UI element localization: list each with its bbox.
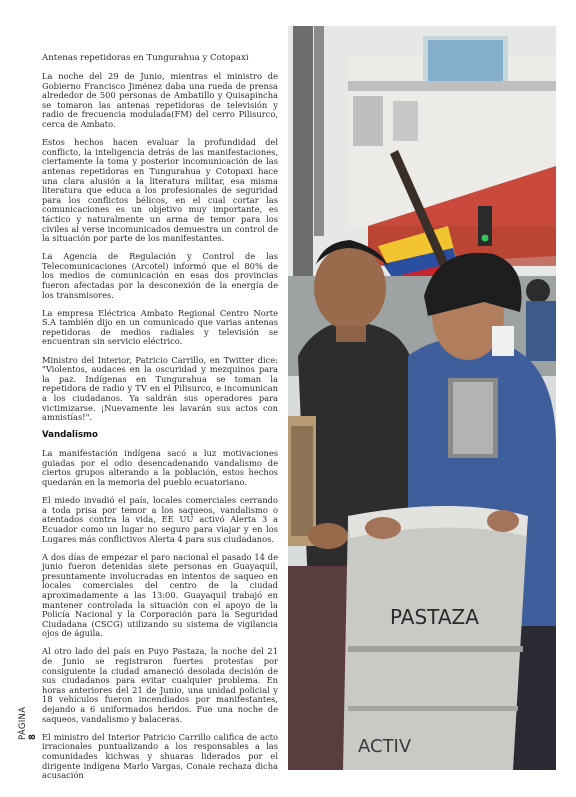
page-word: PÁGINA: [18, 706, 28, 740]
shield-text-2: ACTIV: [358, 736, 412, 757]
paragraph: El miedo invadió el país, locales comerciales cerrando a toda prisa por temor a los saqueos, vandalismo o atentados contra la vida, EE UU activó Alerta 3 a Ecuador como un lugar no seguro para viajar y en los Lugares más conflictivos Alerta 4 para sus ciudadanos.: [42, 495, 278, 544]
paragraph: Ministro del Interior, Patricio Carrillo, en Twitter dice: "Violentos, audaces en la oscuridad y mezquinos para la paz. Indígenas en Tungurahua se toman la repetidora de radio y TV en el Pilisurco, e incomunican a los ciudadanos. Ya saldrán sus operadores para victimizarse. ¡Nuevamente les lavarán sus actos con amnistías!".: [42, 354, 278, 423]
section-heading: Antenas repetidoras en Tungurahua y Cotopaxi: [42, 53, 249, 63]
page-number-label: [18, 700, 38, 740]
shield-text: PASTAZA: [390, 605, 479, 629]
paragraph: A dos días de empezar el paro nacional el pasado 14 de junio fueron detenidas siete personas en Guayaquil, presuntamente involucradas en intentos de saqueo en locales comerciales del centro de la ciudad aproximadamente a las 13:00. Guayaquil trabajó en mantener controlada la situación con el apoyo de la Policía Nacional y la Corporación para la Seguridad Ciudadana (CSCG) utilizando su sistema de vigilancia ojos de águila.: [42, 551, 278, 639]
paragraph: La manifestación indígena sacó a luz motivaciones guiadas por el odio desencadenando vandalismo de ciertos grupos alterando a la población, estos hechos quedarán en la memoria del pueblo ecuatoriano.: [42, 448, 278, 488]
subheading: Vandalismo: [42, 430, 98, 441]
paragraph: La Agencia de Regulación y Control de las Telecomunicaciones (Arcotel) informó que el 80% de los medios de comunicación en esas dos provincias fueron afectadas por la desconexión de la energía de los transmisores.: [42, 251, 278, 300]
protest-photo: [288, 26, 556, 770]
paragraph: Al otro lado del país en Puyo Pastaza, la noche del 21 de Junio se registraron fuertes protestas por consiguiente la ciudad amaneció desolada decisión de sus ciudadanos para evitar cualquier problema. En horas anteriores del 21 de Junio, una unidad policial y 18 vehículos fueron incendiados por manifestantes, dejando a 6 uniformados heridos. Fue una noche de saqueos, vandalismo y balaceras.: [42, 646, 278, 724]
paragraph: El ministro del Interior Patricio Carrillo califica de acto irracionales puntualizando a los responsables a las comunidades kichwas y shuaras liderados por el dirigente indígena Marlo Vargas, Conaie rechaza dicha acusación: [42, 731, 278, 781]
article-body: [42, 54, 278, 789]
paragraph: La noche del 29 de Junio, mientras el ministro de Gobierno Francisco Jiménez daba una rueda de prensa alrededor de 500 personas de Ambatillo y Quisapincha se tomaron las antenas repetidoras de televisión y radio de frecuencia modulada(FM) del cerro Pilisurco, cerca de Ambato.: [42, 71, 278, 130]
paragraph: Estos hechos hacen evaluar la profundidad del conflicto, la inteligencia detrás de las manifestaciones, ciertamente la toma y posterior incomunicación de las antenas repetidoras en Tungurahua y Cotopaxi hace una clara alusión a la literatura militar, esa misma literatura que educa a los profesionales de seguridad para los conflictos bélicos, en el cual cortar las comunicaciones es un objetivo muy importante, es táctico y naturalmente un arma de temor para los civiles al verse incomunicados demuestra un control de la situación por parte de los manifestantes.: [42, 137, 278, 244]
page-number: 8: [28, 733, 38, 740]
paragraph: La empresa Eléctrica Ambato Regional Centro Norte S.A también dijo en un comunicado que varias antenas repetidoras de medios radiales y televisión se encuentran sin servicio eléctrico.: [42, 307, 278, 347]
